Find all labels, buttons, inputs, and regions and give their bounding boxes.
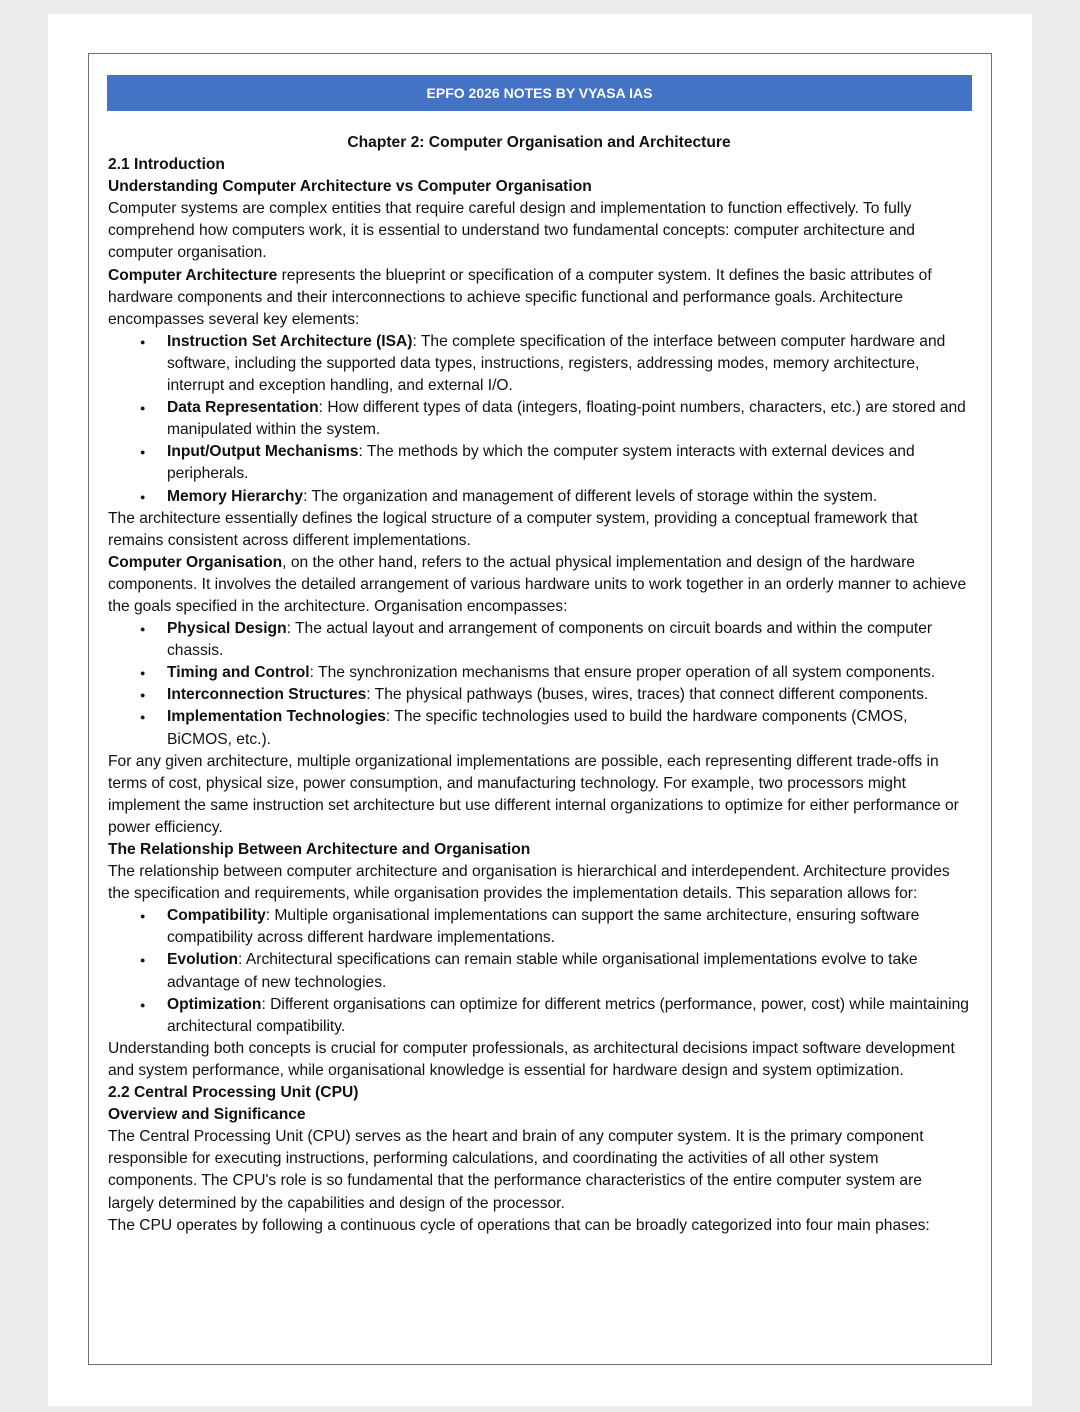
subheading-arch-vs-org: Understanding Computer Architecture vs Computer Organisation bbox=[108, 178, 592, 196]
cpu-paragraph-2: The CPU operates by following a continuous cycle of operations that can be broadly categorized into four main phases: bbox=[108, 1216, 930, 1234]
list-item-text: : Multiple organisational implementations can support the same architecture, ensuring software compatibility across different hardware implementations. bbox=[167, 907, 920, 947]
list-item-text: : The synchronization mechanisms that ensure proper operation of all system components. bbox=[309, 664, 936, 682]
relationship-paragraph: The relationship between computer architecture and organisation is hierarchical and interdependent. Architecture provides the specification and requirements, while organisation provides the implementation details. This separation allows for: bbox=[108, 863, 950, 903]
list-item-term: Physical Design bbox=[167, 620, 287, 638]
list-item-text: : The physical pathways (buses, wires, traces) that connect different components. bbox=[366, 686, 929, 704]
relationship-summary: Understanding both concepts is crucial for computer professionals, as architectural decisions impact software development and system performance, while organisational knowledge is essential for hardware design and system optimization. bbox=[108, 1039, 955, 1079]
organisation-paragraph bbox=[108, 552, 970, 618]
list-item bbox=[108, 949, 970, 993]
list-item-term: Interconnection Structures bbox=[167, 686, 367, 704]
list-item-text: : Different organisations can optimize for different metrics (performance, power, cost) while maintaining architectural compatibility. bbox=[167, 995, 969, 1035]
list-item bbox=[108, 684, 970, 706]
list-item-term: Input/Output Mechanisms bbox=[167, 443, 359, 461]
list-item bbox=[108, 441, 970, 485]
architecture-term: Computer Architecture bbox=[108, 266, 278, 284]
list-item-term: Timing and Control bbox=[167, 664, 310, 682]
header-banner: EPFO 2026 NOTES BY VYASA IAS bbox=[107, 75, 972, 111]
section-heading-2-1: 2.1 Introduction bbox=[108, 156, 225, 174]
document-page bbox=[48, 14, 1032, 1406]
list-item bbox=[108, 618, 970, 662]
architecture-list bbox=[108, 331, 970, 508]
list-item bbox=[108, 331, 970, 397]
organisation-text: , on the other hand, refers to the actual physical implementation and design of the hardware components. It involves the detailed arrangement of various hardware units to work together in an orderly manner to achieve the goals specified in the architecture. Organisation encompasses: bbox=[108, 553, 967, 615]
list-item bbox=[108, 905, 970, 949]
architecture-text: represents the blueprint or specification of a computer system. It defines the basic attributes of hardware components and their interconnections to achieve specific functional and performance goals. Architecture encompasses several key elements: bbox=[108, 266, 932, 328]
organisation-list bbox=[108, 618, 970, 751]
list-item-text: : Architectural specifications can remain stable while organisational implementations evolve to take advantage of new technologies. bbox=[167, 951, 918, 991]
organisation-summary: For any given architecture, multiple organizational implementations are possible, each representing different trade-offs in terms of cost, physical size, power consumption, and manufacturing technology. For example, two processors might implement the same instruction set architecture but use different internal organizations to optimize for either performance or power efficiency. bbox=[108, 752, 959, 836]
list-item-term: Implementation Technologies bbox=[167, 708, 386, 726]
list-item bbox=[108, 662, 970, 684]
list-item bbox=[108, 486, 970, 508]
list-item bbox=[108, 706, 970, 750]
list-item-term: Memory Hierarchy bbox=[167, 487, 304, 505]
list-item bbox=[108, 397, 970, 441]
list-item-term: Evolution bbox=[167, 951, 239, 969]
section-heading-2-2: 2.2 Central Processing Unit (CPU) bbox=[108, 1084, 359, 1102]
list-item-text: : The specific technologies used to build the hardware components (CMOS, BiCMOS, etc.). bbox=[167, 708, 908, 748]
list-item bbox=[108, 994, 970, 1038]
list-item-text: : The actual layout and arrangement of components on circuit boards and within the computer chassis. bbox=[167, 620, 933, 660]
list-item-term: Instruction Set Architecture (ISA) bbox=[167, 332, 413, 350]
list-item-text: : The methods by which the computer system interacts with external devices and peripherals. bbox=[167, 443, 915, 483]
architecture-summary: The architecture essentially defines the logical structure of a computer system, providing a conceptual framework that remains consistent across different implementations. bbox=[108, 509, 918, 549]
intro-paragraph: Computer systems are complex entities that require careful design and implementation to function effectively. To fully comprehend how computers work, it is essential to understand two fundamental concepts: computer architecture and computer organisation. bbox=[108, 200, 915, 262]
subheading-overview: Overview and Significance bbox=[108, 1106, 306, 1124]
cpu-paragraph-1: The Central Processing Unit (CPU) serves as the heart and brain of any computer system. It is the primary component responsible for executing instructions, performing calculations, and coordinating the activities of all other system components. The CPU's role is so fundamental that the performance characteristics of the entire computer system are largely determined by the capabilities and design of the processor. bbox=[108, 1128, 924, 1212]
list-item-term: Optimization bbox=[167, 995, 262, 1013]
list-item-term: Compatibility bbox=[167, 907, 266, 925]
chapter-title: Chapter 2: Computer Organisation and Architecture bbox=[347, 134, 731, 151]
list-item-term: Data Representation bbox=[167, 399, 319, 417]
organisation-term: Computer Organisation bbox=[108, 553, 283, 571]
list-item-text: : How different types of data (integers, floating-point numbers, characters, etc.) are stored and manipulated within the system. bbox=[167, 399, 966, 439]
document-content bbox=[108, 132, 970, 1237]
architecture-paragraph bbox=[108, 265, 970, 331]
subheading-relationship: The Relationship Between Architecture and Organisation bbox=[108, 841, 531, 858]
relationship-list bbox=[108, 905, 970, 1038]
list-item-text: : The complete specification of the interface between computer hardware and software, including the supported data types, instructions, registers, addressing modes, memory architecture, interrupt and exception handling, and external I/O. bbox=[167, 332, 946, 395]
list-item-text: : The organization and management of different levels of storage within the system. bbox=[303, 487, 878, 505]
